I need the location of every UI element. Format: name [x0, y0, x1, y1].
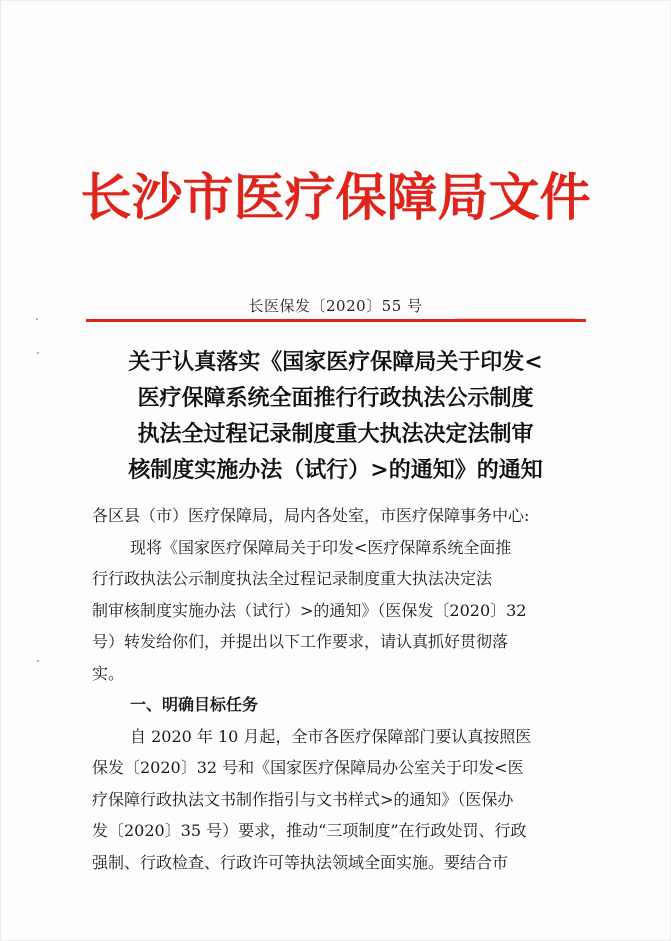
- red-divider-line: [86, 319, 586, 322]
- paragraph-line: 发〔2020〕35 号）要求，推动“三项制度”在行政处罚、行政: [92, 821, 527, 840]
- title-line: 核制度实施办法（试行）>的通知》的通知: [128, 457, 543, 483]
- paragraph-line: 强制、行政检查、行政许可等执法领域全面实施。要结合市: [92, 852, 509, 872]
- scan-speck: [36, 318, 38, 320]
- scan-speck: [455, 318, 575, 319]
- scan-speck: [37, 660, 39, 662]
- paragraph-line: 制审核制度实施办法（试行）>的通知》（医保发〔2020〕32: [92, 600, 527, 620]
- paragraph-line: 保发〔2020〕32 号和《国家医疗保障局办公室关于印发<医: [92, 758, 524, 777]
- paragraph-line: 实。: [92, 663, 125, 683]
- agency-header: 长沙市医疗保障局文件: [80, 168, 591, 228]
- paragraph-line: 现将《国家医疗保障局关于印发<医疗保障系统全面推: [130, 537, 512, 557]
- section-heading: 一、明确目标任务: [130, 695, 259, 714]
- paragraph-line: 号）转发给你们，并提出以下工作要求，请认真抓好贯彻落: [92, 632, 509, 651]
- paragraph-line: 行行政执法公示制度执法全过程记录制度重大执法决定法: [92, 569, 493, 588]
- addressee-line: 各区县（市）医疗保障局，局内各处室，市医疗保障事务中心:: [92, 506, 530, 525]
- scan-speck: [37, 352, 39, 354]
- paragraph-line: 疗保障行政执法文书制作指引与文书样式>的通知》（医保办: [92, 789, 514, 809]
- document-title: [70, 344, 601, 488]
- title-line: 医疗保障系统全面推行行政执法公示制度: [137, 385, 534, 411]
- paragraph-line: 自 2020 年 10 月起，全市各医疗保障部门要认真按照医: [130, 726, 532, 746]
- title-line: 执法全过程记录制度重大执法决定法制审: [137, 421, 534, 447]
- document-number: 长医保发〔2020〕55 号: [248, 297, 423, 315]
- title-line: 关于认真落实《国家医疗保障局关于印发<: [128, 349, 543, 375]
- document-body: [92, 500, 586, 878]
